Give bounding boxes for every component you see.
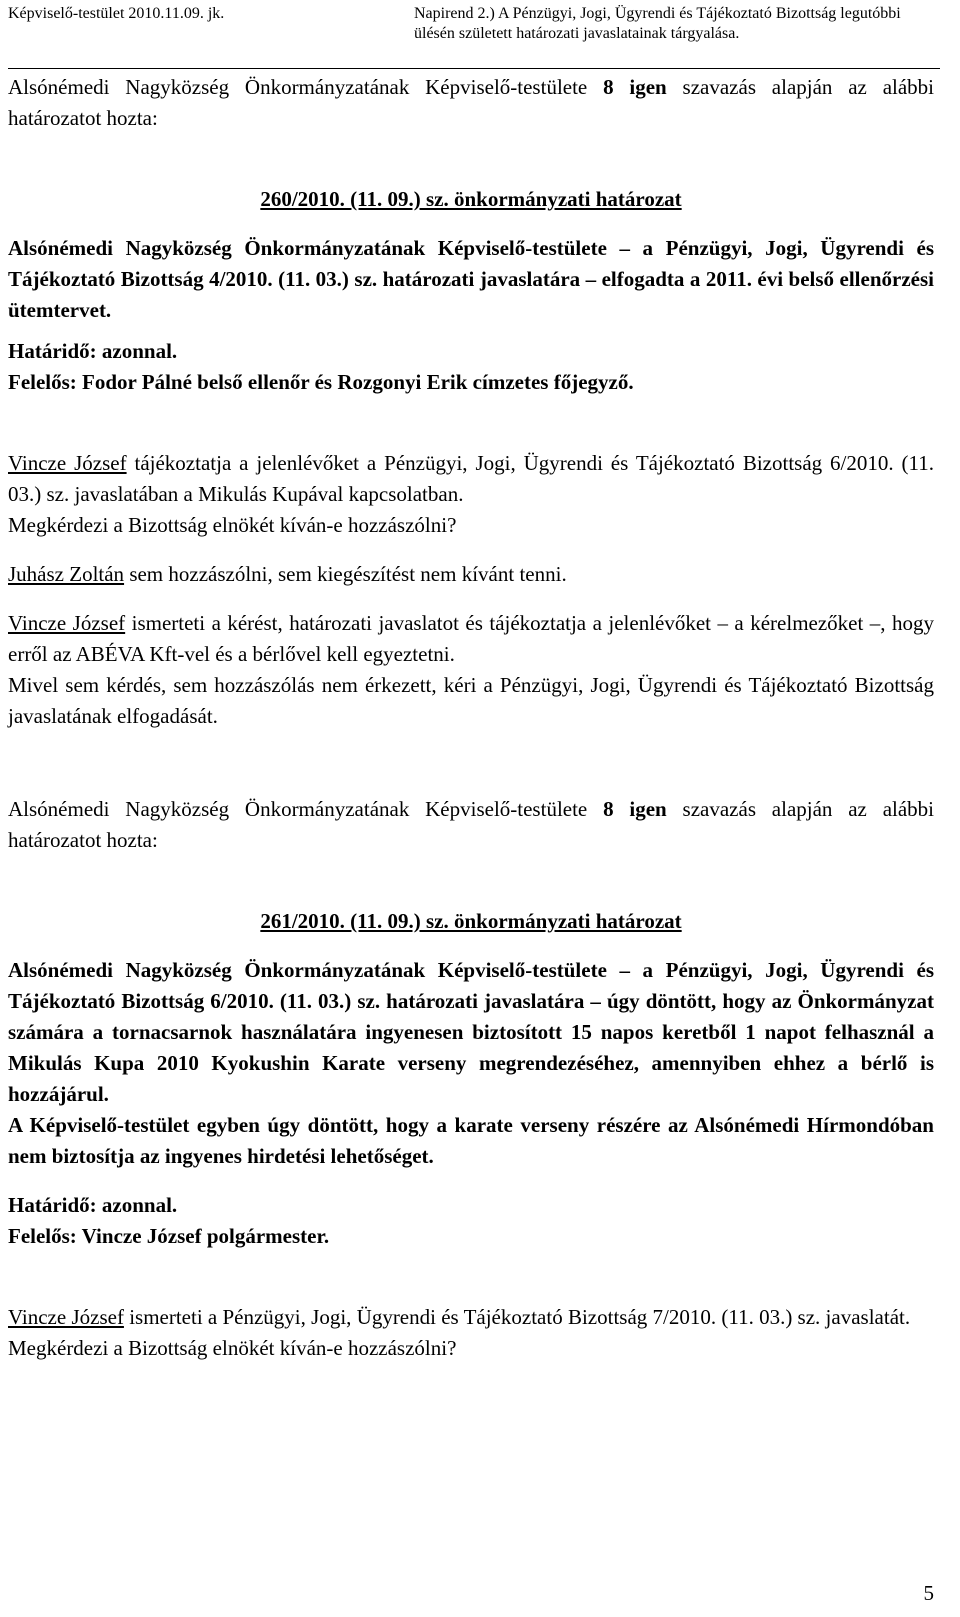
- resolution-title-261: 261/2010. (11. 09.) sz. önkormányzati határozat: [260, 909, 682, 933]
- deadline-261: Határidő: azonnal.: [8, 1193, 178, 1217]
- speaker-name: Vincze József: [8, 611, 126, 635]
- document-body: [8, 72, 934, 1364]
- header-document-ref: Képviselő-testület 2010.11.09. jk.: [8, 5, 225, 22]
- speaker-name: Vincze József: [8, 1305, 124, 1329]
- page-header: [8, 4, 940, 69]
- page-number: 5: [923, 1581, 934, 1605]
- paragraph-vincze-1: Vincze József tájékoztatja a jelenlévőket a Pénzügyi, Jogi, Ügyrendi és Tájékoztató Bizottság 6/2010. (11. 03.) sz. javaslatában a Mikulás Kupával kapcsolatban.: [8, 451, 935, 506]
- resolution-title-260: 260/2010. (11. 09.) sz. önkormányzati határozat: [260, 187, 682, 211]
- resolution-body-261: Alsónémedi Nagyközség Önkormányzatának Képviselő-testülete – a Pénzügyi, Jogi, Ügyrendi és Tájékoztató Bizottság 6/2010. (11. 03.) sz. határozati javaslatára – úgy döntött, hogy az Önkormányzat számára a tornacsarnok használatára ingyenesen biztosított 15 napos keretből 1 napot felhasznál a Mikulás Kupa 2010 Kyokushin Karate verseny megrendezéséhez, amennyiben ehhez a bérlő is hozzájárul.: [8, 958, 934, 1106]
- paragraph-juhasz: Juhász Zoltán sem hozzászólni, sem kiegészítést nem kívánt tenni.: [8, 562, 567, 586]
- paragraph-question-1: Megkérdezi a Bizottság elnökét kíván-e hozzászólni?: [8, 513, 457, 537]
- deadline-260: Határidő: azonnal.: [8, 339, 178, 363]
- speaker-name: Vincze József: [8, 451, 127, 475]
- vote-count: 8 igen: [603, 797, 667, 821]
- vote-statement-1: Alsónémedi Nagyközség Önkormányzatának Képviselő-testülete 8 igen szavazás alapján az alábbi határozatot hozta:: [8, 75, 935, 130]
- paragraph-request: Mivel sem kérdés, sem hozzászólás nem érkezett, kéri a Pénzügyi, Jogi, Ügyrendi és Tájékoztató Bizottság javaslatának elfogadását.: [8, 673, 934, 728]
- responsible-260: Felelős: Fodor Pálné belső ellenőr és Rozgonyi Erik címzetes főjegyző.: [8, 370, 634, 394]
- responsible-261: Felelős: Vincze József polgármester.: [8, 1224, 330, 1248]
- header-agenda: Napirend 2.) A Pénzügyi, Jogi, Ügyrendi és Tájékoztató Bizottság legutóbbi ülésén született határozati javaslatainak tárgyalása.: [414, 5, 901, 42]
- paragraph-question-2: Megkérdezi a Bizottság elnökét kíván-e hozzászólni?: [8, 1336, 457, 1360]
- paragraph-vincze-2: Vincze József ismerteti a kérést, határozati javaslatot és tájékoztatja a jelenlévőket – a kérelmezőket –, hogy erről az ABÉVA Kft-vel és a bérlővel kell egyeztetni.: [8, 611, 935, 666]
- vote-count: 8 igen: [603, 75, 667, 99]
- resolution-body-261-addendum: A Képviselő-testület egyben úgy döntött, hogy a karate verseny részére az Alsónémedi Hírmondóban nem biztosítja az ingyenes hirdetési lehetőséget.: [8, 1113, 934, 1168]
- vote-statement-2: Alsónémedi Nagyközség Önkormányzatának Képviselő-testülete 8 igen szavazás alapján az alábbi határozatot hozta:: [8, 797, 935, 852]
- speaker-name: Juhász Zoltán: [8, 562, 125, 586]
- resolution-body-260: Alsónémedi Nagyközség Önkormányzatának Képviselő-testülete – a Pénzügyi, Jogi, Ügyrendi és Tájékoztató Bizottság 4/2010. (11. 03.) sz. határozati javaslatára – elfogadta a 2011. évi belső ellenőrzési ütemtervet.: [8, 236, 934, 322]
- paragraph-vincze-3: Vincze József ismerteti a Pénzügyi, Jogi, Ügyrendi és Tájékoztató Bizottság 7/2010. (11. 03.) sz. javaslatát.: [8, 1305, 911, 1329]
